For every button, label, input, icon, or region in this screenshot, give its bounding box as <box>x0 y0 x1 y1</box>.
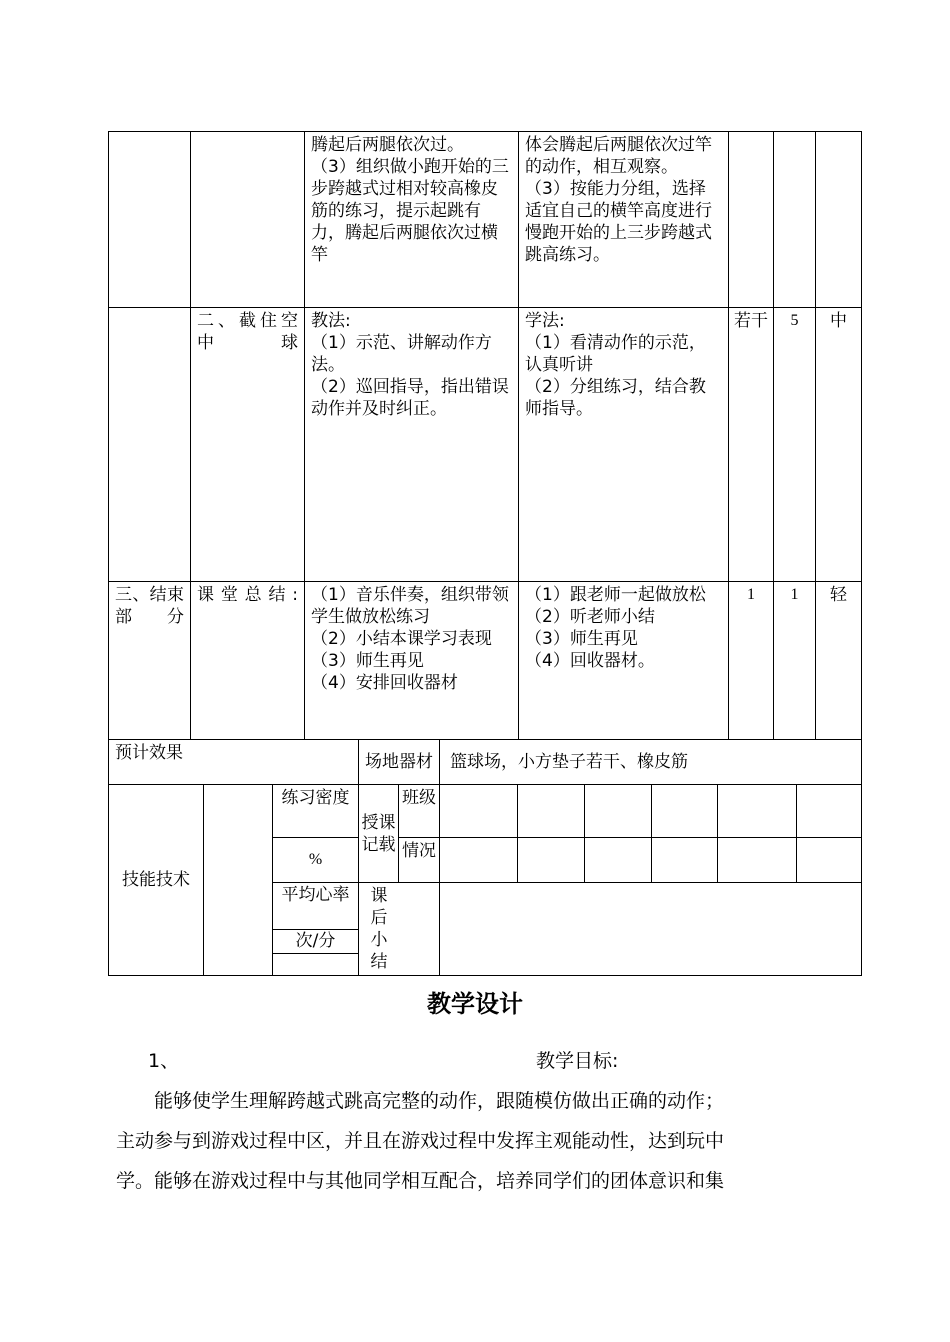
empty-cell <box>273 953 359 976</box>
class-label: 班级 <box>399 785 440 838</box>
record-cell <box>652 785 718 838</box>
table-row <box>109 740 862 785</box>
venue-label: 场地器材 <box>359 740 440 785</box>
section-heading: 教学设计 <box>427 990 523 1018</box>
times-cell: 1 <box>729 582 774 740</box>
paragraph-line: 主动参与到游戏过程中区，并且在游戏过程中发挥主观能动性，达到玩中 <box>116 1130 725 1152</box>
paragraph-line: 学。能够在游戏过程中与其他同学相互配合，培养同学们的团体意识和集 <box>116 1170 725 1192</box>
after-class-summary-value <box>440 883 862 976</box>
table-row <box>109 308 862 582</box>
minutes-cell: 1 <box>774 582 816 740</box>
record-cell <box>440 785 518 838</box>
part-cell <box>109 132 191 308</box>
record-cell <box>652 838 718 883</box>
learning-method-cell: 体会腾起后两腿依次过竿的动作，相互观察。 （3）按能力分组，选择适宜自己的横竿高度进行慢跑开始的上三步跨越式跳高练习。 <box>519 132 729 308</box>
learning-method-cell: （1）跟老师一起做放松 （2）听老师小结 （3）师生再见 （4）回收器材。 <box>519 582 729 740</box>
record-cell <box>518 785 585 838</box>
record-cell <box>585 838 652 883</box>
skill-label: 技能技术 <box>109 785 204 976</box>
part-cell: 三、结束部分 <box>109 582 191 740</box>
after-class-summary-label <box>359 883 440 976</box>
record-cell <box>797 838 862 883</box>
teaching-method-cell: 腾起后两腿依次过。 （3）组织做小跑开始的三步跨越式过相对较高橡皮筋的练习，提示起跳有力，腾起后两腿依次过横竿 <box>305 132 519 308</box>
after-class-summary-text: 课后小结 <box>370 886 388 972</box>
learning-method-cell: 学法: （1）看清动作的示范，认真听讲 （2）分组练习，结合教师指导。 <box>519 308 729 582</box>
teaching-method-cell: 教法: （1）示范、讲解动作方法。 （2）巡回指导，指出错误动作并及时纠正。 <box>305 308 519 582</box>
paragraph-line: 能够使学生理解跨越式跳高完整的动作，跟随模仿做出正确的动作； <box>154 1090 725 1112</box>
table-row <box>109 785 862 838</box>
times-cell: 若干 <box>729 308 774 582</box>
record-cell <box>585 785 652 838</box>
class-record-label: 授课记载 <box>359 785 399 883</box>
table-row <box>109 132 862 308</box>
intensity-cell: 中 <box>816 308 862 582</box>
record-cell <box>718 785 797 838</box>
lesson-table <box>108 131 862 740</box>
intensity-cell: 轻 <box>816 582 862 740</box>
content-cell: 课堂总结: <box>191 582 305 740</box>
skill-value <box>204 785 273 976</box>
per-minute-label: 次/分 <box>273 930 359 954</box>
average-heart-rate-label: 平均心率 <box>273 883 359 930</box>
content-cell: 二、截住空中球 <box>191 308 305 582</box>
times-cell <box>729 132 774 308</box>
record-cell <box>718 838 797 883</box>
part-cell <box>109 308 191 582</box>
table-row <box>109 582 862 740</box>
record-cell <box>518 838 585 883</box>
practice-density-label: 练习密度 <box>273 785 359 838</box>
item-number: 1、 <box>148 1050 180 1072</box>
content-cell <box>191 132 305 308</box>
teaching-method-cell: （1）音乐伴奏，组织带领学生做放松练习 （2）小结本课学习表现 （3）师生再见 （4）安排回收器材 <box>305 582 519 740</box>
situation-label: 情况 <box>399 838 440 883</box>
minutes-cell <box>774 132 816 308</box>
record-cell <box>440 838 518 883</box>
intensity-cell <box>816 132 862 308</box>
expected-effect-label: 预计效果 <box>109 740 359 785</box>
percent-label: % <box>273 838 359 883</box>
item-title: 教学目标: <box>536 1050 619 1072</box>
venue-value: 篮球场，小方垫子若干、橡皮筋 <box>440 740 862 785</box>
record-cell <box>797 785 862 838</box>
summary-table <box>108 739 862 976</box>
minutes-cell: 5 <box>774 308 816 582</box>
